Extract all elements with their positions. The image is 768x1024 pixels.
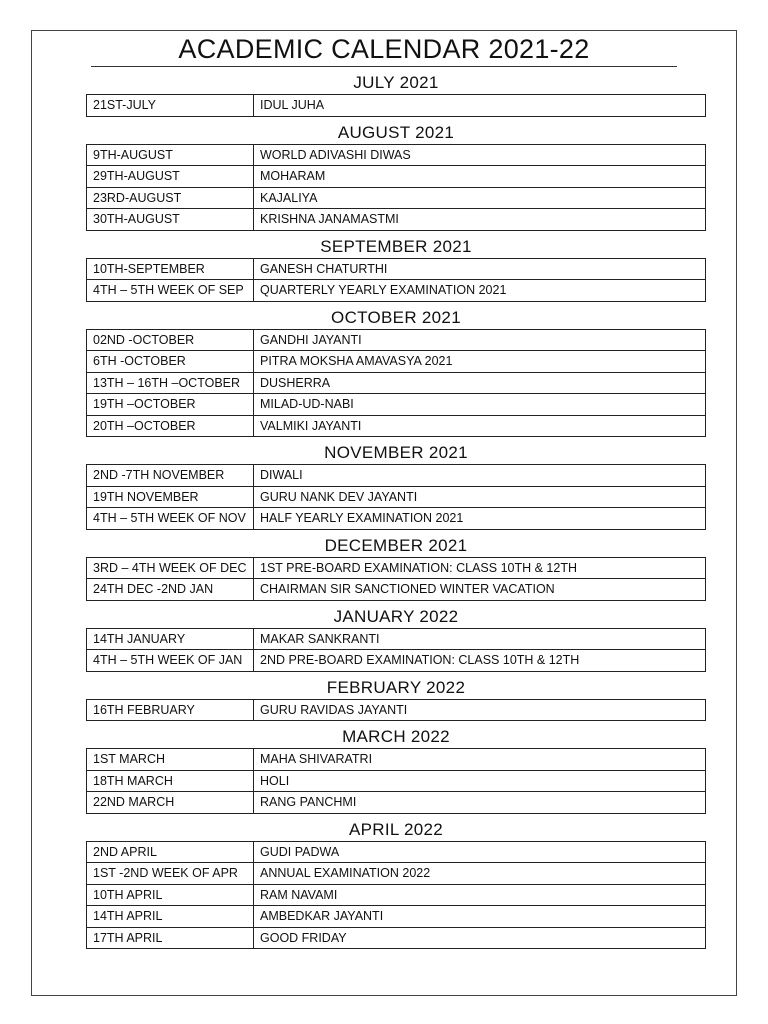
event-cell: PITRA MOKSHA AMAVASYA 2021 — [260, 354, 453, 368]
table-row — [87, 905, 705, 927]
month-table — [86, 628, 706, 672]
date-cell: 10TH APRIL — [87, 885, 254, 906]
date-cell: 6TH -OCTOBER — [87, 351, 254, 372]
month-table — [86, 329, 706, 438]
table-row — [87, 486, 705, 508]
date-cell: 20TH –OCTOBER — [87, 416, 254, 437]
table-row — [87, 415, 705, 437]
month-table — [86, 699, 706, 722]
event-cell: CHAIRMAN SIR SANCTIONED WINTER VACATION — [260, 582, 555, 596]
table-row — [87, 649, 705, 671]
table-row — [87, 578, 705, 600]
month-table — [86, 258, 706, 302]
date-cell: 14TH JANUARY — [87, 629, 254, 650]
date-cell: 16TH FEBRUARY — [87, 700, 254, 721]
table-row — [87, 791, 705, 813]
event-cell: ANNUAL EXAMINATION 2022 — [260, 866, 431, 880]
event-cell: HOLI — [260, 773, 290, 788]
event-cell: DIWALI — [260, 468, 303, 482]
date-cell: 21ST-JULY — [87, 95, 254, 116]
event-cell: GUDI PADWA — [260, 844, 340, 859]
event-cell: GURU RAVIDAS JAYANTI — [260, 702, 408, 717]
month-table — [86, 841, 706, 950]
table-row — [87, 507, 705, 529]
date-cell: 4TH – 5TH WEEK OF JAN — [87, 650, 254, 671]
date-cell: 1ST -2ND WEEK OF APR — [87, 863, 254, 884]
event-cell: MOHARAM — [260, 169, 326, 183]
date-cell: 24TH DEC -2ND JAN — [87, 579, 254, 600]
month-table — [86, 748, 706, 814]
table-row — [87, 330, 705, 351]
table-row — [87, 372, 705, 394]
month-heading: DECEMBER 2021 — [324, 535, 468, 555]
date-cell: 29TH-AUGUST — [87, 166, 254, 187]
event-cell: MAHA SHIVARATRI — [260, 752, 373, 766]
date-cell: 4TH – 5TH WEEK OF NOV — [87, 508, 254, 529]
date-cell: 4TH – 5TH WEEK OF SEP — [87, 280, 254, 301]
month-heading: JULY 2021 — [353, 73, 439, 92]
event-cell: AMBEDKAR JAYANTI — [260, 909, 384, 923]
table-row — [87, 842, 705, 863]
table-row — [87, 700, 705, 721]
month-heading: NOVEMBER 2021 — [324, 443, 468, 462]
event-cell: GURU NANK DEV JAYANTI — [260, 489, 418, 504]
event-cell: KAJALIYA — [260, 190, 318, 205]
table-row — [87, 465, 705, 486]
month-table — [86, 144, 706, 231]
event-cell: RANG PANCHMI — [260, 795, 357, 809]
calendar-content — [86, 70, 706, 952]
date-cell: 9TH-AUGUST — [87, 145, 254, 166]
table-row — [87, 145, 705, 166]
event-cell: WORLD ADIVASHI DIWAS — [260, 147, 411, 162]
table-row — [87, 558, 705, 579]
date-cell: 30TH-AUGUST — [87, 209, 254, 230]
month-heading: AUGUST 2021 — [337, 122, 455, 142]
date-cell: 19TH NOVEMBER — [87, 487, 254, 508]
date-cell: 13TH – 16TH –OCTOBER — [87, 373, 254, 394]
event-cell: GOOD FRIDAY — [260, 930, 347, 945]
month-table — [86, 557, 706, 601]
event-cell: GANESH CHATURTHI — [260, 261, 388, 276]
table-row — [87, 393, 705, 415]
table-row — [87, 259, 705, 280]
date-cell: 1ST MARCH — [87, 749, 254, 770]
table-row — [87, 629, 705, 650]
date-cell: 22ND MARCH — [87, 792, 254, 813]
event-cell: QUARTERLY YEARLY EXAMINATION 2021 — [260, 283, 507, 297]
date-cell: 10TH-SEPTEMBER — [87, 259, 254, 280]
table-row — [87, 862, 705, 884]
event-cell: DUSHERRA — [260, 375, 331, 390]
event-cell: MAKAR SANKRANTI — [260, 631, 380, 646]
table-row — [87, 95, 705, 116]
event-cell: KRISHNA JANAMASTMI — [260, 212, 399, 226]
event-cell: GANDHI JAYANTI — [260, 332, 362, 347]
table-row — [87, 884, 705, 906]
table-row — [87, 350, 705, 372]
month-heading: JANUARY 2022 — [333, 606, 459, 626]
table-row — [87, 187, 705, 209]
date-cell: 02ND -OCTOBER — [87, 330, 254, 351]
event-cell: 1ST PRE-BOARD EXAMINATION: CLASS 10TH & 12TH — [260, 560, 577, 575]
event-cell: RAM NAVAMI — [260, 887, 338, 902]
date-cell: 23RD-AUGUST — [87, 188, 254, 209]
table-row — [87, 165, 705, 187]
event-cell: IDUL JUHA — [260, 98, 325, 112]
date-cell: 2ND -7TH NOVEMBER — [87, 465, 254, 486]
document-title: ACADEMIC CALENDAR 2021-22 — [178, 34, 590, 64]
title-underline — [91, 66, 677, 67]
month-table — [86, 94, 706, 117]
date-cell: 2ND APRIL — [87, 842, 254, 863]
month-heading: FEBRUARY 2022 — [326, 677, 466, 697]
table-row — [87, 749, 705, 770]
month-heading: SEPTEMBER 2021 — [320, 236, 472, 256]
date-cell: 17TH APRIL — [87, 928, 254, 949]
event-cell: MILAD-UD-NABI — [260, 397, 354, 411]
table-row — [87, 279, 705, 301]
month-table — [86, 464, 706, 530]
event-cell: HALF YEARLY EXAMINATION 2021 — [260, 511, 464, 525]
date-cell: 18TH MARCH — [87, 771, 254, 792]
month-heading: APRIL 2022 — [348, 819, 444, 839]
event-cell: 2ND PRE-BOARD EXAMINATION: CLASS 10TH & 12TH — [260, 653, 580, 667]
table-row — [87, 927, 705, 949]
month-heading: OCTOBER 2021 — [331, 307, 461, 327]
table-row — [87, 770, 705, 792]
table-row — [87, 208, 705, 230]
month-heading: MARCH 2022 — [342, 727, 450, 746]
event-cell: VALMIKI JAYANTI — [260, 418, 362, 433]
date-cell: 14TH APRIL — [87, 906, 254, 927]
date-cell: 19TH –OCTOBER — [87, 394, 254, 415]
date-cell: 3RD – 4TH WEEK OF DEC — [87, 558, 254, 579]
